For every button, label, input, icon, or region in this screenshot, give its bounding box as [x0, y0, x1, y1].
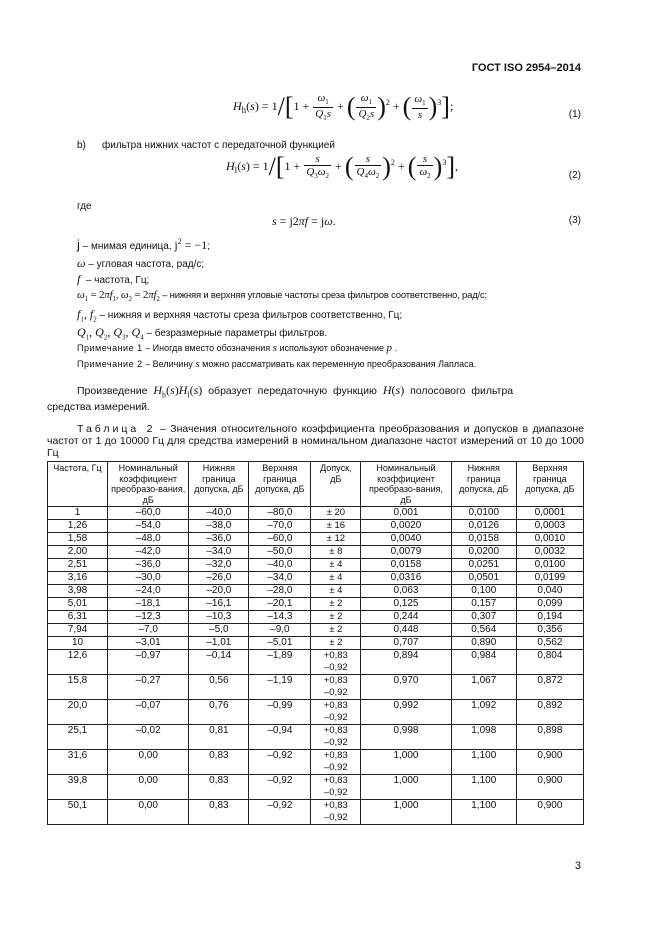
table-row [48, 675, 584, 700]
tolerance-lower: –0,92 [323, 687, 348, 698]
table-cell: 0,099 [516, 598, 583, 611]
table-cell: 0,83 [189, 750, 249, 775]
table-cell: 0,0100 [451, 507, 516, 520]
table-cell: –1,01 [189, 637, 249, 650]
equation-2-number: (2) [568, 170, 581, 181]
table-cell: 0,00 [108, 750, 189, 775]
table-cell: –1,19 [249, 675, 311, 700]
table-cell: –0,97 [108, 650, 189, 675]
standard-header: ГОСТ ISO 2954–2014 [471, 62, 581, 74]
table-cell: –5,0 [189, 624, 249, 637]
equation-1: $H_h(s) = 1/[1$ + $\frac{\omega_1}{Q_1s}$ + ( $\frac{\omega_1}{Q_2s}$ )$^2$ + ( $\frac{\omega_1}{s}$ )$^3$]; [233, 92, 454, 122]
item-b-text: фильтра нижних частот с передаточной функцией [102, 140, 335, 151]
table-cell: –3,01 [108, 637, 189, 650]
table-cell: 0,900 [516, 750, 583, 775]
table-cell: 0,894 [361, 650, 452, 675]
table-cell: 0,0316 [361, 572, 452, 585]
table-cell: 0,890 [451, 637, 516, 650]
table-cell: 0,0158 [361, 559, 452, 572]
item-b-marker: b) [77, 140, 86, 151]
table-cell: 10 [48, 637, 108, 650]
product-paragraph-end: средства измерений. [47, 401, 150, 413]
table-cell: –40,0 [249, 559, 311, 572]
tolerance-upper: ± 2 [329, 624, 343, 635]
table-row [48, 507, 584, 520]
table-cell: 0,0251 [451, 559, 516, 572]
tolerance-cell [311, 585, 361, 598]
tolerance-cell [311, 533, 361, 546]
table-cell: 0,125 [361, 598, 452, 611]
table-row [48, 775, 584, 800]
tolerance-cell [311, 637, 361, 650]
table-cell: 0,0079 [361, 546, 452, 559]
table-cell: –38,0 [189, 520, 249, 533]
tolerance-cell [311, 559, 361, 572]
equation-3-number: (3) [568, 215, 581, 226]
table-cell: 0,0020 [361, 520, 452, 533]
table-cell: 0,157 [451, 598, 516, 611]
table-cell: 0,356 [516, 624, 583, 637]
table-cell: –34,0 [189, 546, 249, 559]
equation-2: $H_l(s) = 1/[1$ + $\frac{s}{Q_3\omega_2}$ + ( $\frac{s}{Q_4\omega_2}$ )$^2$ + ( $\frac{s}{\omega_2}$ )$^3$], [226, 152, 458, 181]
header-upper-ratio: Верхняя граница допуска, дБ [516, 462, 583, 507]
table-cell: 1 [48, 507, 108, 520]
table-cell: –20,0 [189, 585, 249, 598]
table-cell: 0,81 [189, 725, 249, 750]
tolerance-cell [311, 700, 361, 725]
table-cell: –80,0 [249, 507, 311, 520]
equation-1-number: (1) [568, 109, 581, 120]
table-cell: 1,092 [451, 700, 516, 725]
table-cell: –70,0 [249, 520, 311, 533]
tolerance-upper: ± 2 [329, 637, 343, 648]
conversion-table [47, 461, 584, 825]
table-cell: 1,100 [451, 750, 516, 775]
tolerance-upper: +0,83 [323, 800, 348, 811]
product-paragraph: Произведение $H_h(s)H_l(s)$ образует передаточную функцию H(s) полосового фильтра [77, 383, 514, 400]
header-lower-ratio: Нижняя граница допуска, дБ [451, 462, 516, 507]
table-row [48, 546, 584, 559]
tolerance-upper: ± 4 [329, 585, 343, 596]
table-cell: 1,000 [361, 775, 452, 800]
table-cell: 1,58 [48, 533, 108, 546]
tolerance-upper: ± 12 [326, 533, 346, 544]
header-upper-db: Верхняя граница допуска, дБ [249, 462, 311, 507]
table-cell: 0,0010 [516, 533, 583, 546]
table-cell: –0,14 [189, 650, 249, 675]
table-cell: 0,900 [516, 800, 583, 825]
table-cell: 0,562 [516, 637, 583, 650]
table-cell: 0,0100 [516, 559, 583, 572]
table-row [48, 725, 584, 750]
definition-omega12: $\omega_1 = 2\pi f_1$, $\omega_2 = 2\pi f_2$ – нижняя и верхняя угловые частоты среза фильтров соответственно, рад/с; [77, 289, 487, 304]
table-cell: –0,94 [249, 725, 311, 750]
tolerance-cell [311, 507, 361, 520]
table-cell: 1,067 [451, 675, 516, 700]
tolerance-cell [311, 598, 361, 611]
definition-omega: ω – угловая частота, рад/с; [77, 256, 205, 270]
tolerance-cell [311, 650, 361, 675]
table-cell: –34,0 [249, 572, 311, 585]
table-cell: –12,3 [108, 611, 189, 624]
table-cell: –14,3 [249, 611, 311, 624]
table-cell: 0,307 [451, 611, 516, 624]
table-cell: –18,1 [108, 598, 189, 611]
table-cell: –0,07 [108, 700, 189, 725]
table-cell: 31,6 [48, 750, 108, 775]
table-cell: 0,707 [361, 637, 452, 650]
table-cell: –50,0 [249, 546, 311, 559]
header-nominal-db: Номинальный коэффициент преобразо-вания, дБ [108, 462, 189, 507]
table-row [48, 624, 584, 637]
table-row [48, 559, 584, 572]
table-cell: –10,3 [189, 611, 249, 624]
table-row [48, 520, 584, 533]
tolerance-upper: ± 4 [329, 559, 343, 570]
table-cell: 2,00 [48, 546, 108, 559]
tolerance-cell [311, 572, 361, 585]
table-cell: –0,92 [249, 800, 311, 825]
table-cell: 0,984 [451, 650, 516, 675]
table-cell: –0,27 [108, 675, 189, 700]
tolerance-cell [311, 675, 361, 700]
tolerance-upper: +0,83 [323, 700, 348, 711]
table-cell: 0,998 [361, 725, 452, 750]
table-cell: 0,0040 [361, 533, 452, 546]
table-cell: 1,100 [451, 775, 516, 800]
table-cell: 0,100 [451, 585, 516, 598]
table-cell: 0,992 [361, 700, 452, 725]
table-cell: 1,26 [48, 520, 108, 533]
table-cell: –7,0 [108, 624, 189, 637]
table-cell: 50,1 [48, 800, 108, 825]
tolerance-cell [311, 800, 361, 825]
table-cell: 0,0199 [516, 572, 583, 585]
table-cell: 12,6 [48, 650, 108, 675]
table-cell: 0,900 [516, 775, 583, 800]
table-cell: –24,0 [108, 585, 189, 598]
table-cell: 1,000 [361, 750, 452, 775]
table-cell: 0,040 [516, 585, 583, 598]
table-cell: –0,92 [249, 750, 311, 775]
table-cell: 3,98 [48, 585, 108, 598]
table-row [48, 585, 584, 598]
tolerance-upper: ± 2 [329, 611, 343, 622]
table-cell: 0,0003 [516, 520, 583, 533]
table-cell: –0,92 [249, 775, 311, 800]
table-cell: –60,0 [108, 507, 189, 520]
table-cell: 0,063 [361, 585, 452, 598]
tolerance-upper: ± 4 [329, 572, 343, 583]
table-cell: –40,0 [189, 507, 249, 520]
table-cell: 0,0001 [516, 507, 583, 520]
table-cell: 20,0 [48, 700, 108, 725]
tolerance-lower: –0,92 [323, 712, 348, 723]
table-cell: 0,0501 [451, 572, 516, 585]
table-cell: –60,0 [249, 533, 311, 546]
tolerance-upper: ± 2 [329, 598, 343, 609]
header-frequency: Частота, Гц [48, 462, 108, 507]
header-lower-db: Нижняя граница допуска, дБ [189, 462, 249, 507]
table-cell: –26,0 [189, 572, 249, 585]
table-cell: –1,89 [249, 650, 311, 675]
tolerance-upper: +0,83 [323, 750, 348, 761]
tolerance-cell [311, 624, 361, 637]
table-cell: –30,0 [108, 572, 189, 585]
tolerance-lower: –0,92 [323, 812, 348, 823]
definition-f12: $f_1$, $f_2$ – нижняя и верхняя частоты среза фильтров соответственно, Гц; [77, 307, 403, 324]
table-cell: –0,99 [249, 700, 311, 725]
table-row [48, 637, 584, 650]
header-tolerance: Допуск, дБ [311, 462, 361, 507]
table-cell: 0,00 [108, 775, 189, 800]
table-cell: –36,0 [189, 533, 249, 546]
table-cell: 0,244 [361, 611, 452, 624]
table-row [48, 800, 584, 825]
table-cell: 0,872 [516, 675, 583, 700]
table-cell: 5,01 [48, 598, 108, 611]
note-2: Примечание 2 – Величину s можно рассматривать как переменную преобразования Лапласа. [77, 358, 477, 370]
tolerance-lower: –0,92 [323, 662, 348, 673]
table-cell: –36,0 [108, 559, 189, 572]
table-cell: 1,000 [361, 800, 452, 825]
table-cell: 39,8 [48, 775, 108, 800]
tolerance-upper: +0,83 [323, 675, 348, 686]
table-cell: 0,804 [516, 650, 583, 675]
table-cell: –16,1 [189, 598, 249, 611]
table-cell: 15,8 [48, 675, 108, 700]
definition-q: $Q_1$, $Q_2$, $Q_3$, $Q_4$ – безразмерные параметры фильтров. [77, 325, 328, 342]
table-cell: –32,0 [189, 559, 249, 572]
tolerance-cell [311, 611, 361, 624]
table-cell: 0,0200 [451, 546, 516, 559]
table-cell: 0,00 [108, 800, 189, 825]
table-cell: 0,194 [516, 611, 583, 624]
table-cell: 0,83 [189, 775, 249, 800]
table-cell: 0,0158 [451, 533, 516, 546]
table-row [48, 700, 584, 725]
tolerance-upper: +0,83 [323, 650, 348, 661]
table-row [48, 611, 584, 624]
table-cell: 0,0126 [451, 520, 516, 533]
equation-3: s = j2πf = jω. [272, 214, 336, 228]
tolerance-upper: +0,83 [323, 725, 348, 736]
tolerance-upper: ± 8 [329, 546, 343, 557]
tolerance-cell [311, 725, 361, 750]
table-row [48, 750, 584, 775]
page-number: 3 [574, 860, 581, 872]
tolerance-cell [311, 775, 361, 800]
table-cell: 0,83 [189, 800, 249, 825]
table-row [48, 533, 584, 546]
table-cell: 0,76 [189, 700, 249, 725]
tolerance-cell [311, 546, 361, 559]
where-label: где [77, 201, 92, 212]
tolerance-lower: –0,92 [323, 787, 348, 798]
table-cell: 6,31 [48, 611, 108, 624]
table-cell: –28,0 [249, 585, 311, 598]
table-cell: 0,898 [516, 725, 583, 750]
table-cell: –0,02 [108, 725, 189, 750]
table-caption: Таблица 2 – Значения относительного коэффициента преобразования и допусков в диапазоне частот от 1 до 10000 Гц для средства измерений в номинальном диапазоне частот измерений от 10 до 1000 Гц [47, 423, 585, 459]
tolerance-lower: –0,92 [323, 737, 348, 748]
table-cell: 25,1 [48, 725, 108, 750]
table-cell: 3,16 [48, 572, 108, 585]
tolerance-cell [311, 520, 361, 533]
table-row [48, 650, 584, 675]
table-cell: 2,51 [48, 559, 108, 572]
table-cell: 0,56 [189, 675, 249, 700]
tolerance-upper: ± 20 [326, 507, 346, 518]
table-cell: 0,0032 [516, 546, 583, 559]
note-1: Примечание 1 – Иногда вместо обозначения s используют обозначение p . [77, 342, 398, 354]
table-cell: 7,94 [48, 624, 108, 637]
tolerance-upper: ± 16 [326, 520, 346, 531]
table-cell: 1,100 [451, 800, 516, 825]
table-header-row [48, 462, 584, 507]
table-cell: –20,1 [249, 598, 311, 611]
table-cell: 0,892 [516, 700, 583, 725]
tolerance-lower: –0,92 [323, 762, 348, 773]
table-cell: 0,001 [361, 507, 452, 520]
table-cell: 1,098 [451, 725, 516, 750]
header-nominal-ratio: Номинальный коэффициент преобразо-вания, дБ [361, 462, 452, 507]
definition-j: j – мнимая единица, $j^2 = -1$; [77, 237, 211, 252]
tolerance-cell [311, 750, 361, 775]
table-cell: 0,448 [361, 624, 452, 637]
table-cell: 0,564 [451, 624, 516, 637]
table-cell: 0,970 [361, 675, 452, 700]
table-row [48, 598, 584, 611]
table-cell: –9,0 [249, 624, 311, 637]
table-cell: –48,0 [108, 533, 189, 546]
table-cell: –5,01 [249, 637, 311, 650]
tolerance-upper: +0,83 [323, 775, 348, 786]
definition-f: f – частота, Гц; [77, 272, 150, 286]
table-cell: –54,0 [108, 520, 189, 533]
table-cell: –42,0 [108, 546, 189, 559]
table-row [48, 572, 584, 585]
